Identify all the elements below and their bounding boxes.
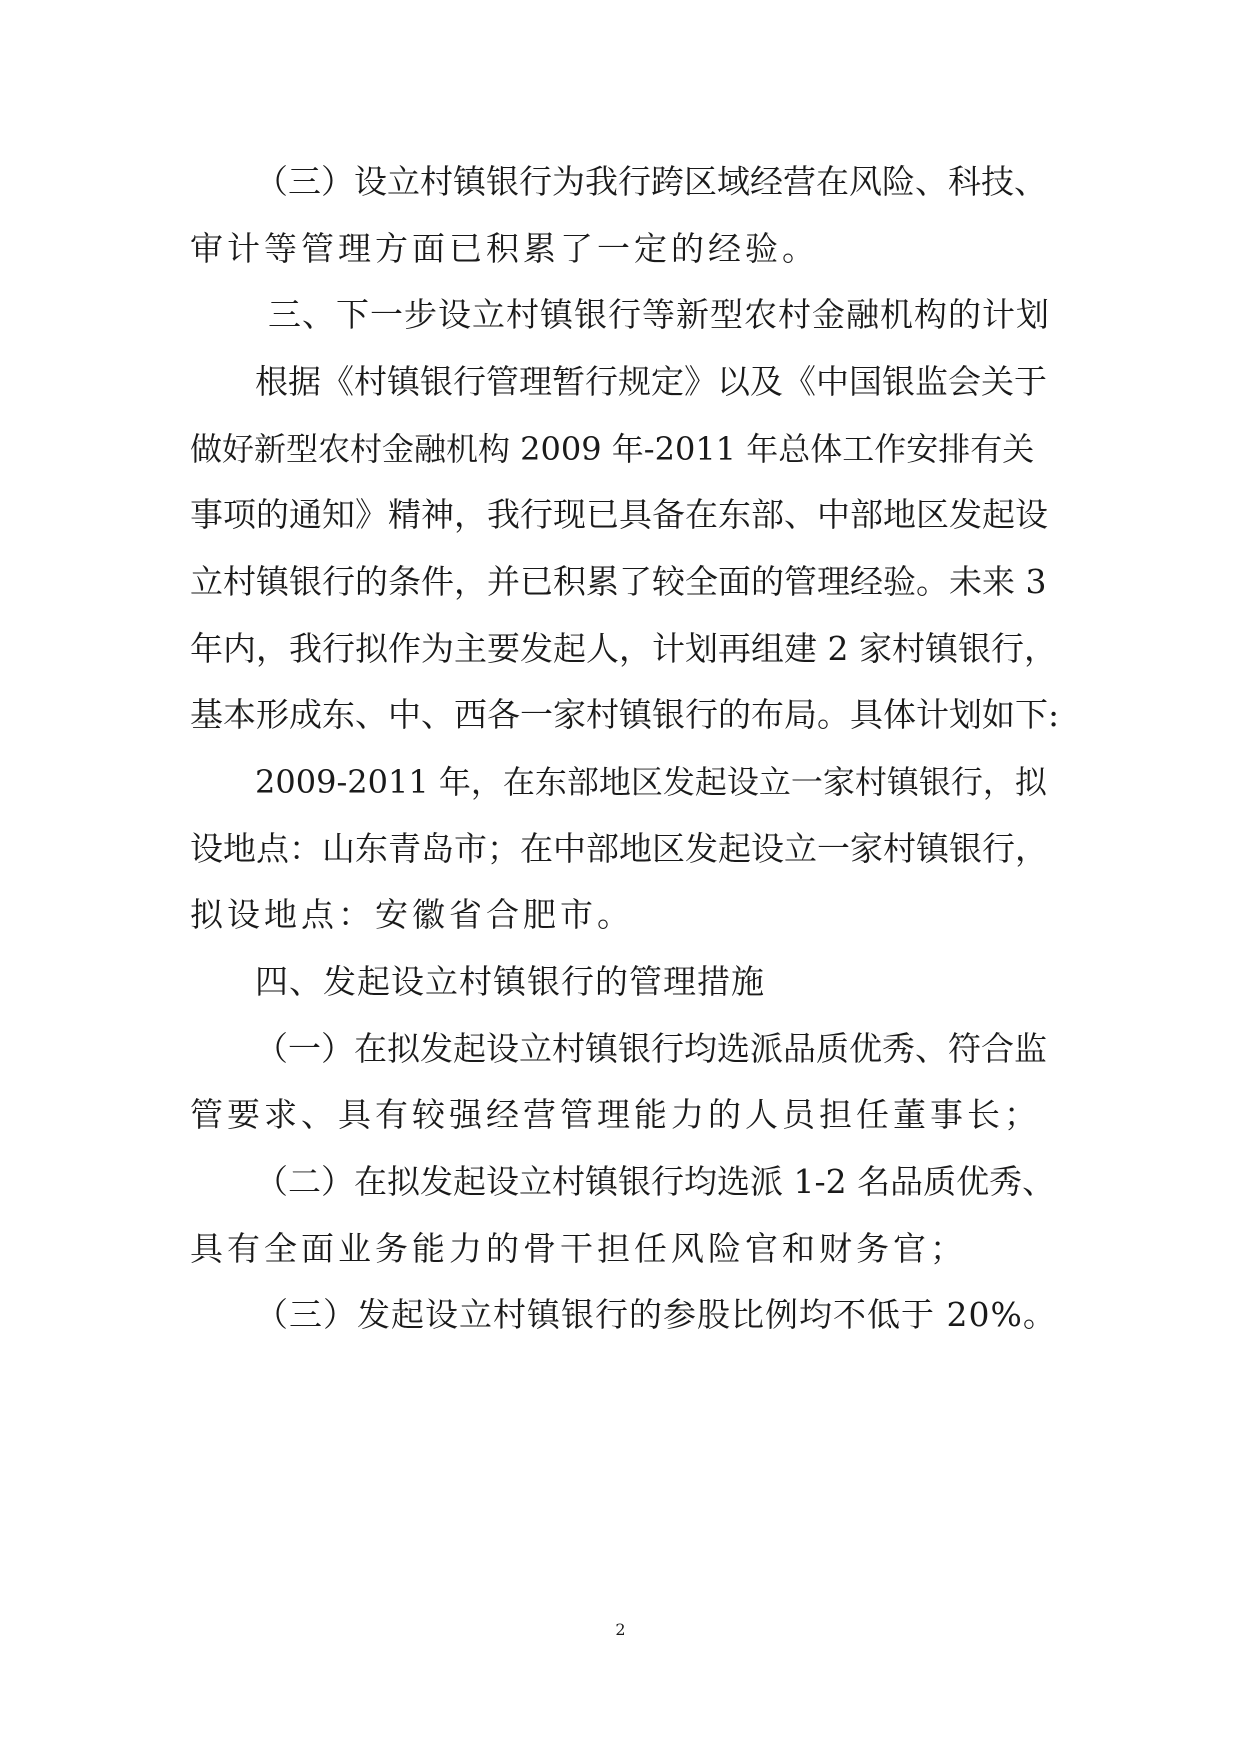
paragraph-line: 管要求、具有较强经营管理能力的人员担任董事长； xyxy=(190,1095,1041,1134)
paragraph-line: 审计等管理方面已积累了一定的经验。 xyxy=(190,229,819,268)
paragraph-line: 年内，我行拟作为主要发起人，计划再组建 2 家村镇银行， xyxy=(190,629,1057,668)
paragraph-line: 设地点：山东青岛市；在中部地区发起设立一家村镇银行， xyxy=(190,829,1048,868)
section-heading-4: 四、发起设立村镇银行的管理措施 xyxy=(255,962,765,1001)
paragraph-line: （三）发起设立村镇银行的参股比例均不低于 20%。 xyxy=(255,1295,1057,1334)
paragraph-line: 立村镇银行的条件，并已积累了较全面的管理经验。未来 3 xyxy=(190,562,1047,601)
paragraph-line: 2009-2011 年，在东部地区发起设立一家村镇银行，拟 xyxy=(255,763,1047,801)
paragraph-line: 具有全面业务能力的骨干担任风险官和财务官； xyxy=(190,1229,967,1268)
paragraph-line: 拟设地点：安徽省合肥市。 xyxy=(190,895,634,934)
paragraph-line: 根据《村镇银行管理暂行规定》以及《中国银监会关于 xyxy=(255,362,1047,401)
paragraph-line: （三）设立村镇银行为我行跨区域经营在风险、科技、 xyxy=(255,162,1047,201)
paragraph-line: 做好新型农村金融机构 2009 年-2011 年总体工作安排有关 xyxy=(190,430,1035,468)
paragraph-line: （一）在拟发起设立村镇银行均选派品质优秀、符合监 xyxy=(255,1029,1047,1068)
page-number: 2 xyxy=(615,1620,626,1639)
paragraph-line: 基本形成东、中、西各一家村镇银行的布局。具体计划如下: xyxy=(190,695,1060,734)
paragraph-line: （二）在拟发起设立村镇银行均选派 1-2 名品质优秀、 xyxy=(255,1162,1056,1201)
paragraph-line: 事项的通知》精神，我行现已具备在东部、中部地区发起设 xyxy=(190,495,1048,534)
section-heading-3: 三、下一步设立村镇银行等新型农村金融机构的计划 xyxy=(268,295,1050,334)
